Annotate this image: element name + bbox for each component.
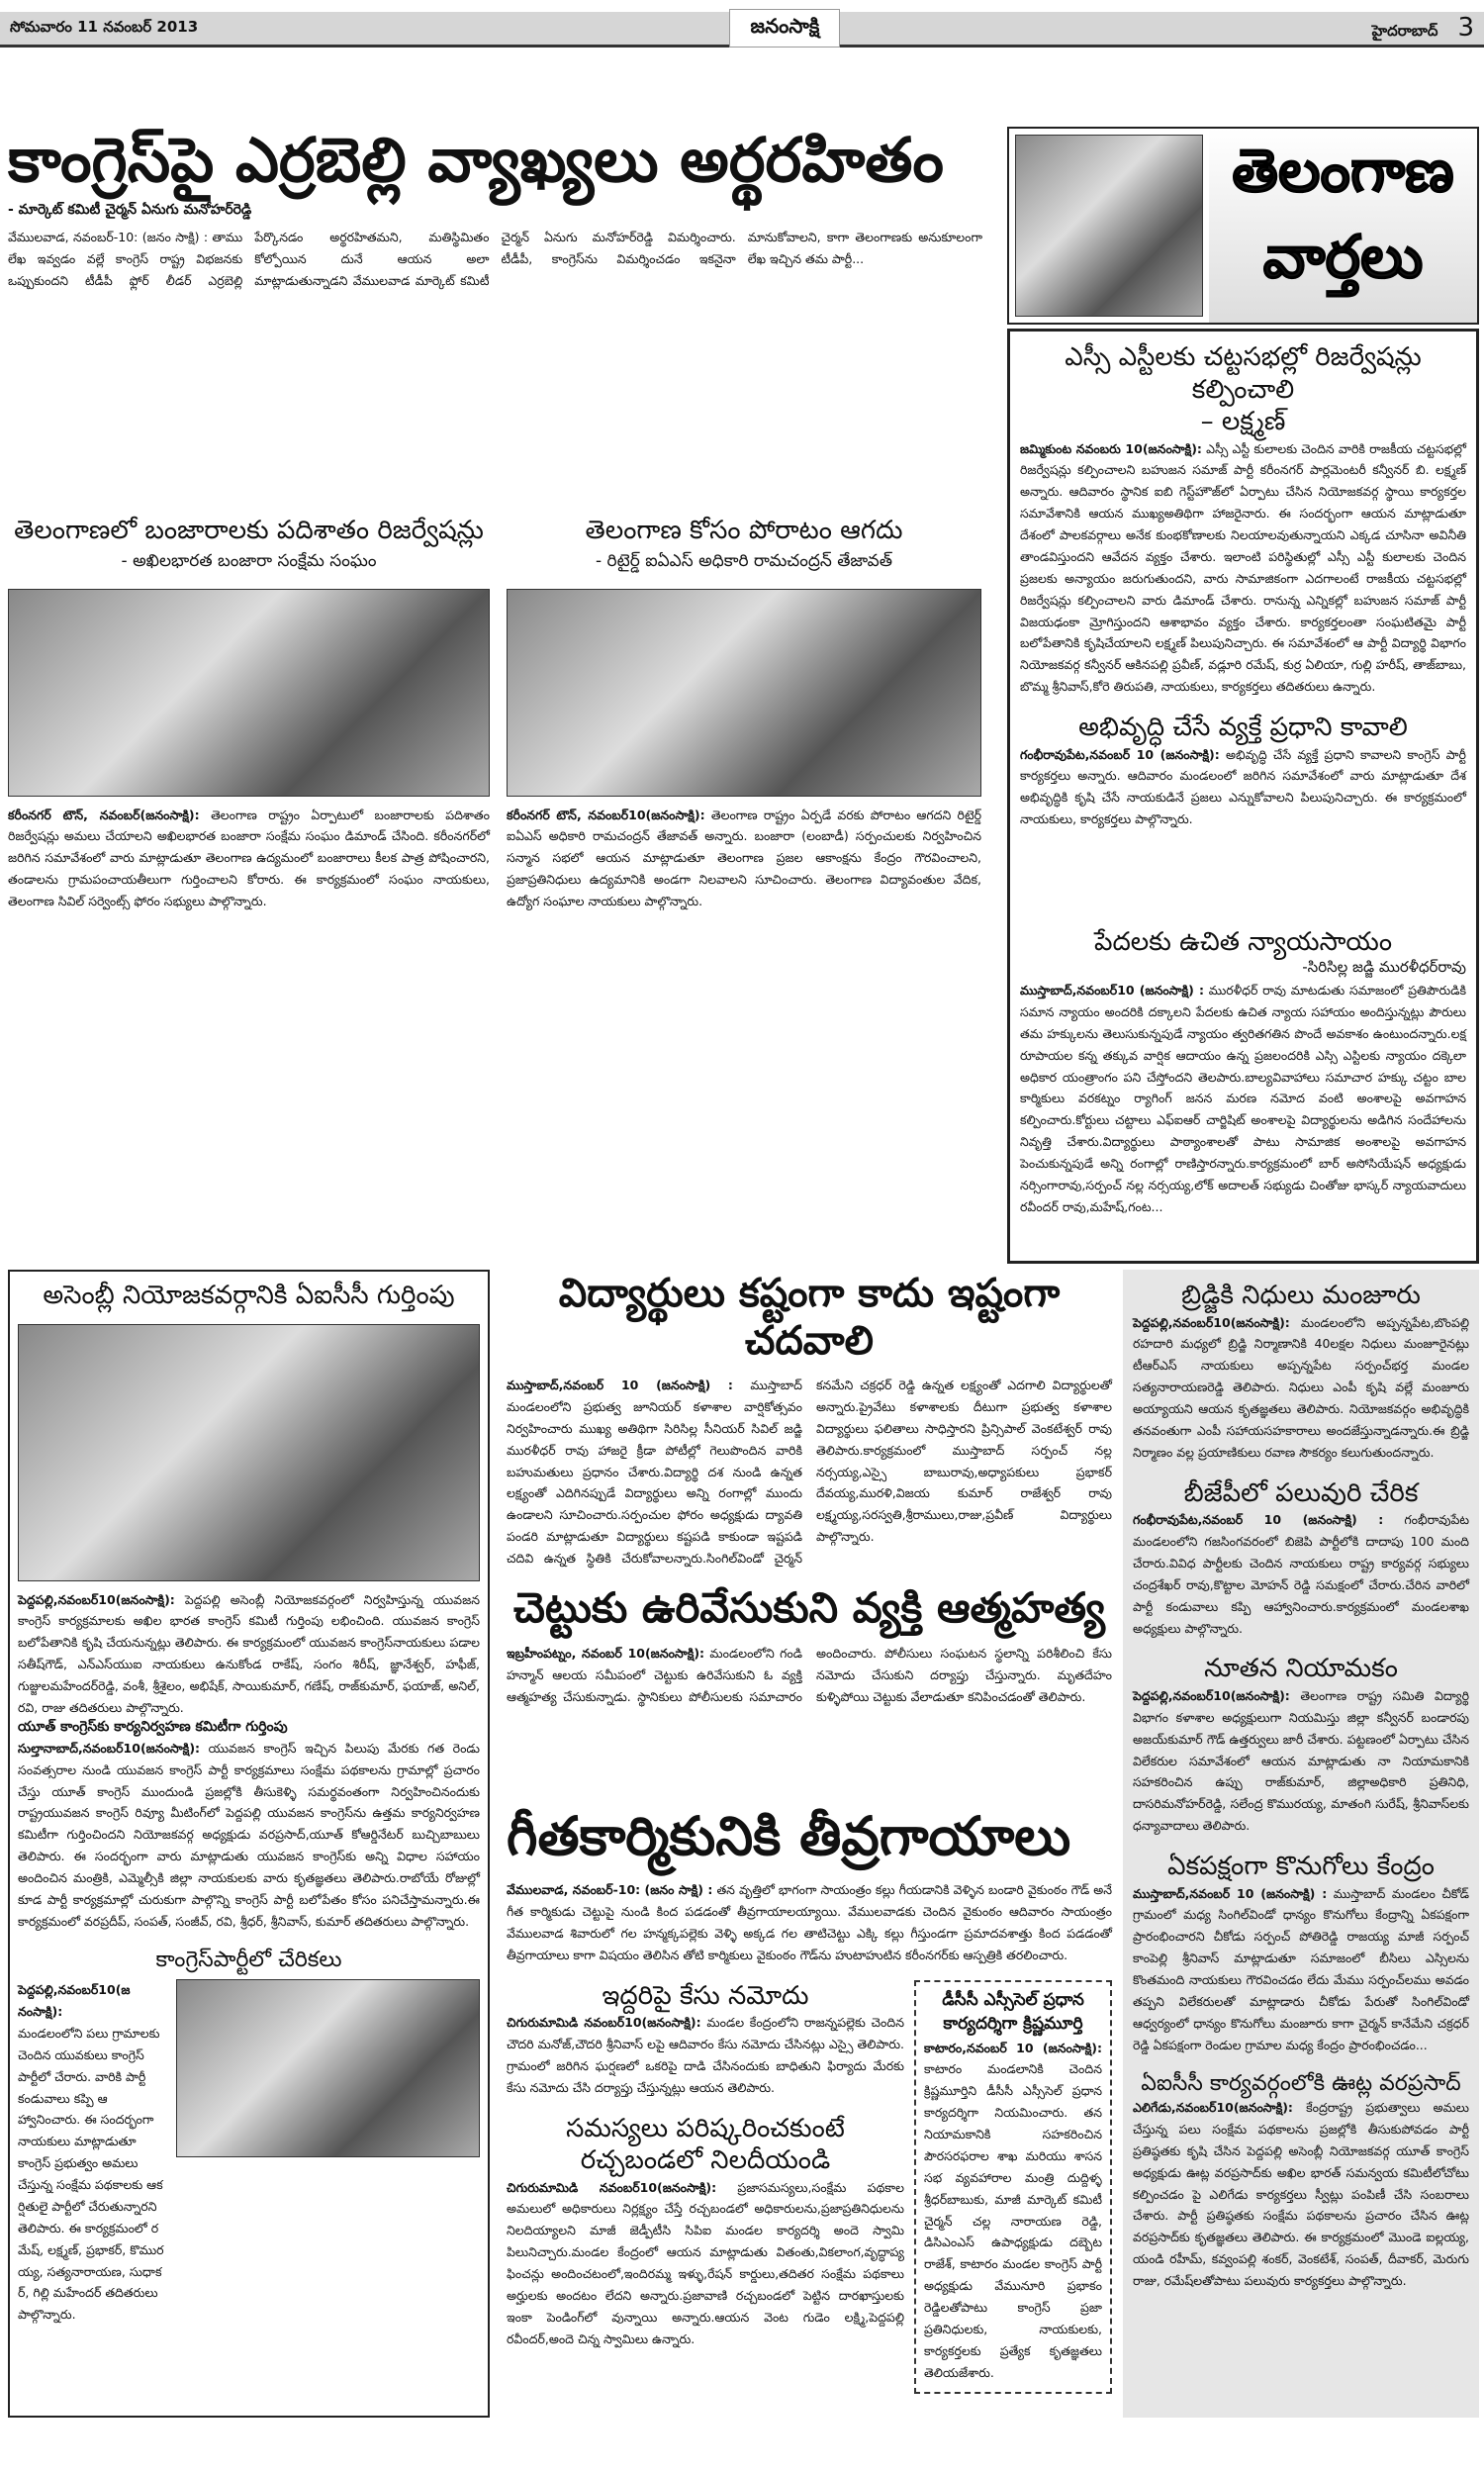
struggle-article bbox=[507, 515, 981, 912]
banjara-photo bbox=[8, 589, 490, 797]
joining-photo bbox=[176, 1979, 480, 2157]
lead-headline: కాంగ్రెస్‌పై ఎర్రబెల్లి వ్యాఖ్యలు అర్థరహితం bbox=[8, 124, 944, 196]
case-text: మండల కేంద్రంలోని రాజన్నపల్లెకు చెందిన చౌదరి మనోజ్,చౌదరి శ్రీనివాస్ లపై ఆదివారం కేసు నమోదు చేసినట్లు ఎస్సై తెలిపారు. గ్రామంలో జరిగిన ఘర్షణలో ఒకరిపై దాడి చేసినందుకు బాధితుని ఫిర్యాదు మేరకు కేసు నమోదు చేసి దర్యాప్తు చేస్తున్నట్లు ఆయన తెలిపారు. bbox=[507, 2015, 904, 2095]
banjara-sub: - అఖిలభారత బంజారా సంక్షేమ సంఘం bbox=[121, 550, 377, 571]
banjara-article bbox=[8, 515, 490, 912]
dateline: గంభీరావుపేట,నవంబర్ 10 (జనంసాక్షి): bbox=[1020, 746, 1220, 762]
telangana-news-banner bbox=[1007, 127, 1479, 325]
dcc-text: కాటారం మండలానికి చెందిన క్రిష్ణమూర్తిని డీసీసీ ఎస్సీసెల్ ప్రధాన కార్యదర్శిగా నియమించారు. తన నియామకానికి సహకరించిన పౌరసరఫరాల శాఖ మరియు శాసన సభ వ్యవహారాల మంత్రి దుద్దిళ్ళ శ్రీధర్‌బాబుకు, మాజీ మార్కెట్ కమిటీ చైర్మన్ చల్ల నారాయణ రెడ్డి, డిసిఎంఎస్ ఉపాధ్యక్షుడు దబ్బెట రాజేశ్, కాటారం మండల కాంగ్రెస్ పార్టీ అధ్యక్షుడు వేమునూరి ప్రభాకం రెడ్డిలతోపాటు కాంగ్రెస్ ప్రజా ప్రతినిధులకు, నాయకులకు, కార్యకర్తలకు ప్రత్యేక కృతజ్ఞతలు తెలియజేశారు. bbox=[924, 2061, 1102, 2380]
lead-article bbox=[8, 124, 982, 484]
purchase-center-headline: ఏకపక్షంగా కొనుగోలు కేంద్రం bbox=[1167, 1852, 1435, 1881]
sc-st-sub: – లక్ష్మణ్ bbox=[1200, 407, 1286, 436]
dateline: సుల్తానాబాద్,నవంబర్10(జనంసాక్షి): bbox=[18, 1740, 201, 1756]
masthead-logo: జనంసాక్షి bbox=[729, 9, 840, 48]
dateline: చిగురుమామిడి నవంబర్10(జనంసాక్షి): bbox=[507, 2179, 717, 2195]
banner-title-1: తెలంగాణ bbox=[1232, 137, 1454, 206]
youth-congress-text: యువజన కాంగ్రెస్ ఇచ్చిన పిలుపు మేరకు గత రెండు సంవత్సరాల నుండి యువజన కాంగ్రెస్ పార్టీ కార్యక్రమాలు సంక్షేమ పథకాలను గ్రామాల్లో ప్రచారం చేస్తు యూత్ కాంగ్రెస్ ముందుండి ప్రజల్లోకి తీసుకెళ్ళి సమర్థవంతంగా నిర్వహించినందుకు రాష్ట్రయువజన కాంగ్రెస్ రివ్యూ మీటింగ్‌లో పెద్దపల్లి యువజన కాంగ్రెస్‌ను ఉత్తమ కార్యనిర్వహణ కమిటీగా గుర్తించిందని నియోజకవర్గ అధ్యక్షుడు వరప్రసాద్,యూత్ కోఆర్డినేటర్ బుచ్చిబాబులు తెలిపారు. ఈ సందర్భంగా వారు మాట్లాడుతు యువజన కాంగ్రెస్‌కు అన్ని విధాల సహాయం అందించిన మంత్రికి, ఎమ్మెల్సీకి జిల్లా నాయకులకు వారు కృతజ్ఞతలు తెలిపారు.రాబోయే రోజుల్లో కూడ పార్టీ కార్యక్రమాల్లో చురుకుగా పాల్గొన్ని కాంగ్రెస్ పార్టీ బలోపేతం కోసం పనిచేస్తామన్నారు.ఈ కార్యక్రమంలో వరప్రదీప్, సంపత్, సంజీవ్, రవి, శ్రీధర్, శ్రీనివాస్, కుమార్ తదితరులు పాల్గొన్నారు. bbox=[18, 1740, 480, 1929]
dateline: చిగురుమామిడి నవంబర్10(జనంసాక్షి): bbox=[507, 2015, 701, 2031]
page-header bbox=[0, 12, 1484, 48]
pm-text: అభివృద్ధి చేసే వ్యక్తే ప్రధాని కావాలని కాంగ్రెస్ పార్టీ కార్యకర్తలు అన్నారు. ఆదివారం మండలంలో జరిగిన సమావేశంలో వారు మాట్లాడుతూ దేశ అభివృద్ధికి కృషి చేసే నాయకుడినే ప్రజలు ఎన్నుకోవాలని పిలుపునిచ్చారు. ఈ కార్యక్రమంలో నాయకులు, కార్యకర్తలు పాల్గొన్నారు. bbox=[1020, 746, 1466, 827]
bridge-text: మండలంలోని అప్పన్నపేట,బొంపల్లి రహదారి మధ్యలో బ్రిడ్జి నిర్మాణానికి 40లక్షల నిధులు మంజూరైనట్లు టీఆర్‌ఎస్ నాయకులు అప్పన్నపేట సర్పంచ్‌భర్త మండల సత్యనారాయణరెడ్డి తెలిపారు. నిధులు ఎంపీ కృషి వల్లే మంజూరు అయ్యాయని ఆయన కృతజ్ఞతలు తెలిపారు. నియోజకవర్గం అభివృద్ధికి తనవంతుగా ఎంపీ సహాయసహకారాలు అందజేస్తున్నాడన్నారు.ఈ బ్రిడ్జి నిర్మాణం వల్ల ప్రయాణికులు రవాణ సౌకర్యం కలుగుతుందన్నారు. bbox=[1133, 1314, 1469, 1460]
aicc-recognition-headline: అసెంబ్లీ నియోజకవర్గానికి ఏఐసీసీ గుర్తింపు bbox=[43, 1281, 455, 1310]
fort-photo bbox=[1015, 135, 1203, 317]
dateline: పెద్దపల్లి,నవంబర్10(జనంసాక్షి): bbox=[1133, 1314, 1290, 1330]
dateline: పెద్దపల్లి,నవంబర్10(జనంసాక్షి): bbox=[18, 1591, 175, 1607]
struggle-headline: తెలంగాణ కోసం పోరాటం ఆగదు bbox=[585, 516, 903, 545]
dcc-headline: డీసీసీ ఎస్సీసెల్ ప్రధాన కార్యదర్శిగా క్రిష్ణమూర్తి bbox=[942, 1989, 1084, 2034]
aicc-recognition-text: పెద్దపల్లి అసెంబ్లీ నియోజకవర్గంలో నిర్వహిస్తున్న యువజన కాంగ్రెస్ కార్యక్రమాలకు అఖిల భారత కాంగ్రెస్ కమిటీ గుర్తింపు లభించింది. యువజన కాంగ్రెస్ బలోపేతానికి కృషి చేయనున్నట్లు తెలిపారు. ఈ కార్యక్రమంలో యువజన కాంగ్రెస్‌నాయకులు పడాల సతీష్‌గౌడ్, ఎన్ఎస్‌యుఐ నాయకులు ఉనుకోండ రాకేష్, సంగం శిరీష్, జ్ఞానేశ్వర్, హఫీజ్, గుజ్జులమహేందర్‌రెడ్డి, వంశీ, శ్రీశైలం, అభిషేక్, సాయికుమార్, గణేష్, రాజ్‌కుమార్, ఫయాజ్, అనిల్, రవి, రాజు తదితరులు పాల్గొన్నారు. bbox=[18, 1591, 480, 1715]
legal-aid-sub: -సిరిసిల్ల జడ్జి మురళీధర్‌రావు bbox=[1302, 958, 1466, 976]
youth-congress-photo bbox=[18, 1324, 480, 1581]
lead-text: వేములవాడ, నవంబర్-10: (జనం సాక్షి) : తాము లేఖ ఇవ్వడం వల్లే కాంగ్రెస్ రాష్ట్ర విభజనకు ఒప్పుకుందని టీడీపీ ఫ్లోర్ లీడర్ ఎర్రబెల్లి పేర్కొనడం అర్థరహితమని, మతిస్థిమితం కోల్పోయిన దునే ఆయన అలా మాట్లాడుతున్నాడని వేములవాడ మార్కెట్ కమిటీ చైర్మన్ ఏనుగు మనోహర్‌రెడ్డి విమర్శించారు. టీడీపీ, కాంగ్రెస్‌ను విమర్శించడం ఇకనైనా మానుకోవాలని, కాగా తెలంగాణకు అనుకూలంగా లేఖ ఇచ్చిన తమ పార్టీ... bbox=[8, 230, 982, 288]
appointment-text: తెలంగాణ రాష్ట్ర సమితి విద్యార్థి విభాగం కళాశాల అధ్యక్షులుగా నియమిస్తు జిల్లా కన్వీనర్ బండారపు అజయ్‌కుమార్ గౌడ్ ఉత్తర్వులు జారీ చేశారు. పట్టణంలో ఏర్పాటు చేసిన విలేకరుల సమావేశంలో ఆయన మాట్లాడుతు నా నియామకానికి సహకరించిన ఉప్పు రాజ్‌కుమార్, జిల్లాఅధికారి ప్రతినిధి, దాసరిమనోహర్‌రెడ్డి, సలేంద్ర కొమురయ్య, మాతంగి సురేష్, శ్రీనివాస్‌లకు ధన్యావాదాలు తెలిపారు. bbox=[1133, 1687, 1469, 1834]
purchase-center-text: ముస్తాబాద్ మండలం చీకోడ్ గ్రామంలో మధ్య సింగిల్‌విండో ధాన్యం కొనుగోలు కేంద్రాన్ని ఏకపక్షంగా ప్రారంభించారని చీకోడు సర్పంచ్ పోతిరెడ్డి రాజయ్య మాజీ సర్పంచ్ కాంపెల్లి శ్రీనివాస్ మాట్లాడుతూ సమాజంలో బీసిలు ఎస్సిలను కొంతమంది నాయకులు గౌరవించడం లేదు మేము సర్పంచ్‌లము అవడం తప్పని విలేకరులతో మాట్లాడారు చీకోడు పేరుతో సింగిల్‌విండో ఆధ్వర్యంలో ధాన్యం కొనుగోలు మంజూరు కాగా చైర్మన్ కానేమేని చక్రధర్ రెడ్డి ఏకపక్షంగా రెండుల గ్రామాల మధ్య కేంద్రం ప్రారంభించడం... bbox=[1133, 1885, 1469, 2052]
legal-aid-text: మురళీధర్ రావు మాటడుతు సమాజంలో ప్రతిపౌరుడికి సమాన న్యాయం అందరికి దక్కాలని పేదలకు ఉచిత న్యాయ సహాయం అందిస్తున్నట్లు పౌరులు తమ హక్కులను తెలుసుకున్నపుడే న్యాయం త్వరితగతిన పొందే అవకాశం ఉంటుందన్నారు.లక్ష రూపాయల కన్న తక్కువ వార్షిక ఆదాయం ఉన్న ప్రజలందరికి ఎస్సి ఎస్టిలకు న్యాయం దక్కెలా అధికార యంత్రాంగం పని చేస్తోందని తెలపారు.బాల్యవివాహాలు సమాచార హక్కు చట్టం బాల కార్మికులు వరకట్నం ర్యాగింగ్ జనన మరణ నమోద వంటి అంశాలపై అవగాహన కల్పించారు.కోర్టులు చట్టాలు ఎఫ్ఐఆర్ చార్జిషిట్ అంశాలపై విద్యార్థులను అడిగిన సందేహాలను నివృత్తి చేశారు.విద్యార్థులు పాఠ్యాంశాలతో పాటు సామాజిక అంశాలపై అవగాహన పెంచుకున్నపుడే అన్ని రంగాల్లో రాణిస్తారన్నారు.కార్యక్రమంలో బార్ అసోసియేషన్ అధ్యక్షుడు నర్సింగారావు,సర్పంచ్ నల్ల నర్సయ్య,లోక్ అదాలత్ సభ్యుడు చింతోజు భాస్కర్ న్యాయవాదులు రవీందర్ రావు,మహేష్,గంట... bbox=[1020, 983, 1466, 1214]
toddy-tapper-text: తన వృత్తిలో భాగంగా సాయంత్రం కల్లు గీయడానికి వెళ్ళిన బండారి వైకుంఠం గౌడ్ అనే గీత కార్మికుడు చెట్టుపై నుండి కింద పడడంతో తీవ్రగాయాలయ్యాయి. వేములవాడకు చెందిన వైకుంఠం ఆదివారం సాయంత్రం వేములవాడ శివారులో గల హన్మక్కపల్లెకు వెళ్ళి అక్కడ గల తాటిచెట్టు ఎక్కి కల్లు గీస్తుండగా ప్రమాదవశాత్తు కింద పడడంతో తీవ్రగాయాలు కాగా విషయం తెలిసిన తోటి కార్మికులు వైకుంఠం గౌడ్‌ను హుటాహుటిన కరీంనగర్‌కు ఆస్పత్రికి తరలించారు. bbox=[507, 1882, 1112, 1962]
dateline: ముస్తాబాద్,నవంబర్ 10 (జనంసాక్షి) : bbox=[1133, 1885, 1328, 1901]
struggle-sub: - రిటైర్డ్ ఐఏఎస్ అధికారి రామచంద్రన్ తేజావత్ bbox=[596, 550, 892, 571]
toddy-tapper-headline: గీతకార్మికునికి తీవ్రగాయాలు bbox=[507, 1805, 1071, 1868]
aicc-member-headline: ఏఐసీసీ కార్యవర్గంలోకి ఊట్ల వరప్రసాద్ bbox=[1141, 2070, 1461, 2096]
dateline: ముస్తాబాద్,నవంబర్10 (జనంసాక్షి) : bbox=[1020, 983, 1204, 998]
banjara-headline: తెలంగాణలో బంజారాలకు పదిశాతం రిజర్వేషన్లు bbox=[14, 516, 484, 545]
dateline: పెద్దపల్లి,నవంబర్10(జనంసాక్షి): bbox=[18, 1982, 131, 2019]
bridge-headline: బ్రిడ్జికి నిధులు మంజూరు bbox=[1181, 1281, 1421, 1310]
congress-joinings-headline: కాంగ్రెస్‌పార్టీలో చేరికలు bbox=[155, 1947, 342, 1972]
youth-congress-subhead: యూత్ కాంగ్రెస్‌కు కార్యనిర్వహణ కమిటీగా గుర్తింపు bbox=[18, 1718, 288, 1735]
banner-title-2: వార్తలు bbox=[1262, 223, 1424, 292]
right-lower-column bbox=[1123, 1270, 1479, 2418]
dateline: జమ్మికుంట నవంబరు 10(జనంసాక్షి): bbox=[1020, 440, 1202, 456]
dateline: ముస్తాబాద్,నవంబర్ 10 (జనంసాక్షి) : bbox=[507, 1378, 733, 1392]
sc-st-text: ఎస్సీ ఎస్టీ కులాలకు చెందిన వారికి రాజకీయ చట్టసభల్లో రిజర్వేషన్లు కల్పించాలని బహుజన సమాజ్ పార్టీ కరీంనగర్ పార్లమెంటరీ కన్వీనర్ బి. లక్ష్మణ్ అన్నారు. ఆదివారం స్థానిక ఐబి గెస్ట్‌హౌజ్‌లో ఏర్పాటు చేసిన నియోజకవర్గ స్థాయి కార్యకర్తల సమావేశానికి ఆయన ముఖ్యఅతిథిగా హాజరైనారు. ఈ సందర్భంగా ఆయన మాట్లాడుతూ దేశంలో పాలకవర్గాలు అనేక కుంభకోణాలకు నిలయాలవుతున్నాయని ఎక్కడ చూసినా అవినీతి తాండవిస్తుందని ఆవేదన వ్యక్తం చేశారు. ఇలాంటి పరిస్థితుల్లో ఎస్సీ ఎస్టీ కులాలకు చెందిన ప్రజలకు అన్యాయం జరుగుతుందని, వారు సామాజికంగా ఎదగాలంటే రాజకీయ చట్టసభల్లో రిజర్వేషన్లు కల్పించాలని వారు డిమాండ్ చేశారు. రానున్న ఎన్నికల్లో బహుజన సమాజ్ పార్టీ విజయఢంకా మ్రోగిస్తుందని ఆశాభావం వ్యక్తం చేశారు. కార్యకర్తలంతా సంఘటితమై పార్టీ బలోపేతానికి కృషిచేయాలని లక్ష్మణ్ పిలుపునిచ్చారు. ఈ సమావేశంలో ఆ పార్టీ విద్యార్థి విభాగం నియోజకవర్గ కన్వీనర్ ఆకినపల్లి ప్రవీణ్, వడ్లూరి రమేష్, కుర్ర ఏలియా, గుల్లి హరీష్, తాజ్‌బాబు, బొమ్మ శ్రీనివాస్,కోరె తిరుపతి, నాయకులు, కార్యకర్తలు తదితరులు ఉన్నారు. bbox=[1020, 440, 1466, 695]
issue-date: సోమవారం 11 నవంబర్ 2013 bbox=[10, 17, 199, 36]
dateline: గంభీరావుపేట,నవంబర్ 10 (జనంసాక్షి) : bbox=[1133, 1512, 1384, 1528]
rachabanda-text: ప్రజాసమస్యలు,సంక్షేమ పథకాల అమలులో అధికారులు నిర్లక్ష్యం చేస్తే రచ్చబండలో అధికారులను,ప్రజాప్రతినిధులను నిలదియ్యాలని మాజీ జెడ్పీటీసి సిపిఐ మండల కార్యదర్శి అందె స్వామి పిలునిచ్చారు.మండల కేంద్రంలో ఆయన మాట్లాడుతు వితంతు,వికలాంగ,వృద్ధాప్య ఫించన్లు అందించటంలో,ఇందిరమ్మ ఇళ్ళు,రేషన్ కార్డులు,తదితర సంక్షేమ పథకాలు అర్హులకు అందటం లేదని అన్నారు.ప్రజావాణి రచ్చబండలో పెట్టిన దారఖాస్తులకు ఇంకా పెండింగ్‌లో వున్నాయి అన్నారు.ఆయన వెంట గుడెం లక్ష్మి,పెద్దపల్లి రవీందర్,అందె చిన్న స్వామిలు ఉన్నారు. bbox=[507, 2179, 904, 2346]
dateline: ఇబ్రహీంపట్నం, నవంబర్ 10(జనంసాక్షి): bbox=[507, 1646, 705, 1662]
dateline: వేములవాడ, నవంబర్-10: (జనం సాక్షి) : bbox=[507, 1882, 713, 1898]
appointment-headline: నూతన నియామకం bbox=[1204, 1654, 1398, 1684]
center-column bbox=[507, 1270, 1112, 2394]
pm-headline: అభివృద్ధి చేసే వ్యక్తే ప్రధాని కావాలి bbox=[1078, 713, 1408, 742]
lower-left-box bbox=[8, 1270, 490, 2418]
bjp-text: గంభీరావుపేట మండలంలోని గజసింగవరంలో బిజెపి పార్టీలోకి దాదాపు 100 మంది చేరారు.వివిధ పార్టీలకు చెందిన నాయకులు రాష్ట్ర కార్యవర్గ సభ్యులు చంద్రశేఖర్ రావు,కొట్టాల మోహన్ రెడ్డి సమక్షంలో చేరారు.చేరిన వారిలో పార్టీ కండువాలు కప్పి ఆహ్వానించారు.కార్యక్రమంలో మండలశాఖ అధ్యక్షులు పాల్గొన్నారు. bbox=[1133, 1512, 1469, 1636]
struggle-photo bbox=[507, 589, 981, 797]
students-headline: విద్యార్థులు కష్టంగా కాదు ఇష్టంగా చదవాలి bbox=[558, 1271, 1061, 1364]
case-headline: ఇద్దరిపై కేసు నమోదు bbox=[602, 1980, 809, 2011]
suicide-text: మండలంలోని గండి హన్మాన్ ఆలయ సమీపంలో చెట్టుకు ఉరివేసుకుని ఓ వ్యక్తి ఆత్మహత్య చేసుకున్నాడు. స్థానికులు పోలీసులకు సమాచారం అందించారు. పోలీసులు సంఘటన స్థలాన్ని పరిశీలించి కేసు నమోదు చేసుకుని దర్యాప్తు చేస్తున్నారు. మృతదేహం కుళ్ళిపోయి చెట్టుకు వేలాడుతూ కనిపించడంతో తెలిపారు. bbox=[507, 1646, 1112, 1705]
aicc-member-text: కేంద్రరాష్ట్ర ప్రభుత్వాలు అమలు చేస్తున్న పలు సంక్షేమ పథకాలను ప్రజల్లోకి తీసుకుపోవడం పార్టీ ప్రతిష్ఠతకు కృషి చేసిన పెద్దపల్లి అసెంబ్లీ నియోజకవర్గ యూత్ కాంగ్రెస్ అధ్యక్షుడు ఊట్ల వరప్రసాద్‌కు అఖిల భారత్ సమన్వయ కమిటీలోచోటు కల్పించడం పై ఎలిగేడు కార్యకర్తలు స్వీట్లు పంపిణీ చేసి సంబరాలు చేశారు. పార్టీ ప్రతిష్ఠతకు సంక్షేమ పథకాలను ప్రచారం చేసిన ఊట్ల వరప్రసాద్‌కు కృతజ్ఞతలు తెలిపారు. ఈ కార్యక్రమంలో మొండె ఐల్లయ్య, యండి రహీమ్, కవ్వంపల్లి శంకర్, వెంకటేశ్, సంపత్, దీవాకర్, మెరుగు రాజు, రమేష్‌లతోపాటు పలువురు కార్యకర్తలు పాల్గొన్నారు. bbox=[1133, 2100, 1469, 2288]
banjara-text: తెలంగాణ రాష్ట్రం ఏర్పాటులో బంజారాలకు పదిశాతం రిజర్వేషన్లు అమలు చేయాలని అఖిలభారత బంజారా సంక్షేమ సంఘం డిమాండ్ చేసింది. కరీంనగర్‌లో జరిగిన సమావేశంలో వారు మాట్లాడుతూ తెలంగాణ ఉద్యమంలో బంజారాలు కీలక పాత్ర పోషించారని, తండాలను గ్రామపంచాయతీలుగా గుర్తించాలని కోరారు. ఈ కార్యక్రమంలో సంఘం నాయకులు, తెలంగాణ సివిల్ సర్వెంట్స్ ఫోరం సభ్యులు పాల్గొన్నారు. bbox=[8, 807, 490, 908]
struggle-text: తెలంగాణ రాష్ట్రం ఏర్పడే వరకు పోరాటం ఆగదని రిటైర్డ్ ఐఏఎస్ అధికారి రామచంద్రన్ తేజావత్ అన్నారు. బంజారా (లంబాడీ) సర్పంచులకు నిర్వహించిన సన్మాన సభలో ఆయన మాట్లాడుతూ తెలంగాణ ప్రజల ఆకాంక్షను కేంద్రం గౌరవించాలని, ప్రజాప్రతినిధులు ఉద్యమానికి అండగా నిలవాలని సూచించారు. తెలంగాణ విద్యావంతుల వేదిక, ఉద్యోగ సంఘాల నాయకులు పాల్గొన్నారు. bbox=[507, 807, 982, 908]
right-news-box bbox=[1007, 329, 1479, 1264]
dateline: కరీంనగర్ టౌన్, నవంబర్(జనంసాక్షి): bbox=[8, 807, 200, 822]
congress-joinings-text: మండలంలోని పలు గ్రామాలకు చెందిన యువకులు కాంగ్రెస్ పార్టీలో చేరారు. వారికి పార్టీ కండువాలు కప్పి ఆహ్వానించారు. ఈ సందర్భంగా నాయకులు మాట్లాడుతూ కాంగ్రెస్ ప్రభుత్వం అమలు చేస్తున్న సంక్షేమ పథకాలకు ఆకర్షితులై పార్టీలో చేరుతున్నారని తెలిపారు. ఈ కార్యక్రమంలో రమేష్, లక్ష్మణ్, ప్రభాకర్, కొమురయ్య, సత్యనారాయణ, సుధాకర్, గిల్లి మహేందర్ తదితరులు పాల్గొన్నారు. bbox=[18, 2025, 164, 2323]
rachabanda-headline: సమస్యలు పరిష్కరించకుంటే రచ్చబండలో నిలదీయండి bbox=[566, 2113, 845, 2176]
sc-st-headline: ఎస్సీ ఎస్టీలకు చట్టసభల్లో రిజర్వేషన్లు కల్పించాలి bbox=[1065, 342, 1422, 405]
lead-byline: - మార్కెట్ కమిటీ చైర్మన్ ఏనుగు మనోహర్‌రెడ్డి bbox=[8, 202, 252, 219]
edition-city: హైదరాబాద్ bbox=[1371, 22, 1438, 40]
dateline: పెద్దపల్లి,నవంబర్10(జనంసాక్షి): bbox=[1133, 1687, 1290, 1703]
dateline: కరీంనగర్ టౌన్, నవంబర్10(జనంసాక్షి): bbox=[507, 807, 705, 822]
suicide-headline: చెట్టుకు ఉరివేసుకుని వ్యక్తి ఆత్మహత్య bbox=[512, 1582, 1106, 1632]
dateline: ఎలిగేడు,నవంబర్10(జనంసాక్షి): bbox=[1133, 2100, 1293, 2115]
legal-aid-headline: పేదలకు ఉచిత న్యాయసాయం bbox=[1093, 926, 1393, 957]
page-number: 3 bbox=[1457, 13, 1474, 43]
dateline: కాటారం,నవంబర్ 10 (జనంసాక్షి): bbox=[924, 2040, 1102, 2055]
bjp-headline: బీజేపీలో పలువురి చేరిక bbox=[1183, 1477, 1419, 1508]
students-text: ముస్తాబాద్ మండలంలోని ప్రభుత్వ జూనియర్ కళాశాల వార్షికోత్సవం నిర్వహించారు ముఖ్య అతిథిగా సిరిసిల్ల సీనియర్ సివిల్ జడ్జి మురళీధర్ రావు హాజరై క్రీడా పోటీల్లో గెలుపొందిన వారికి బహుమతులు ప్రధానం చేశారు.విద్యార్థి దశ నుండి ఉన్నత లక్ష్యంతో ఎదిగినప్పుడే విద్యార్థులు అన్ని రంగాల్లో ముందు ఉండాలని సూచించారు.సర్పంచుల ఫోరం అధ్యక్షుడు ద్యావతి పండరి మాట్లాడుతూ విద్యార్థులు కష్టపడి కాకుండా ఇష్టపడి చదివి ఉన్నత స్థితికి చేరుకోవాలన్నారు.సింగిల్‌విండో చైర్మన్ కనమేని చక్రధర్ రెడ్డి ఉన్నత లక్ష్యంతో ఎదగాలి విద్యార్థులతో అన్నారు.ప్రైవేటు కళాశాలకు దీటుగా ప్రభుత్వ కళాశాల విద్యార్థులు ఫలితాలు సాధిస్తారని ప్రిన్సిపాల్ వెంకటేశ్వర్ రావు తెలిపారు.కార్యక్రమంలో ముస్తాబాద్ సర్పంచ్ నల్ల నర్సయ్య,ఎస్సై బాబురావు,అధ్యాపకులు ప్రభాకర్ దేవయ్య,మురళి,విజయ కుమార్ రాజేశ్వర్ రావు లక్ష్మయ్య,సరస్వతి,శ్రీరాములు,రాజు,ప్రవీణ్ విద్యార్థులు పాల్గొన్నారు. bbox=[507, 1378, 1112, 1566]
